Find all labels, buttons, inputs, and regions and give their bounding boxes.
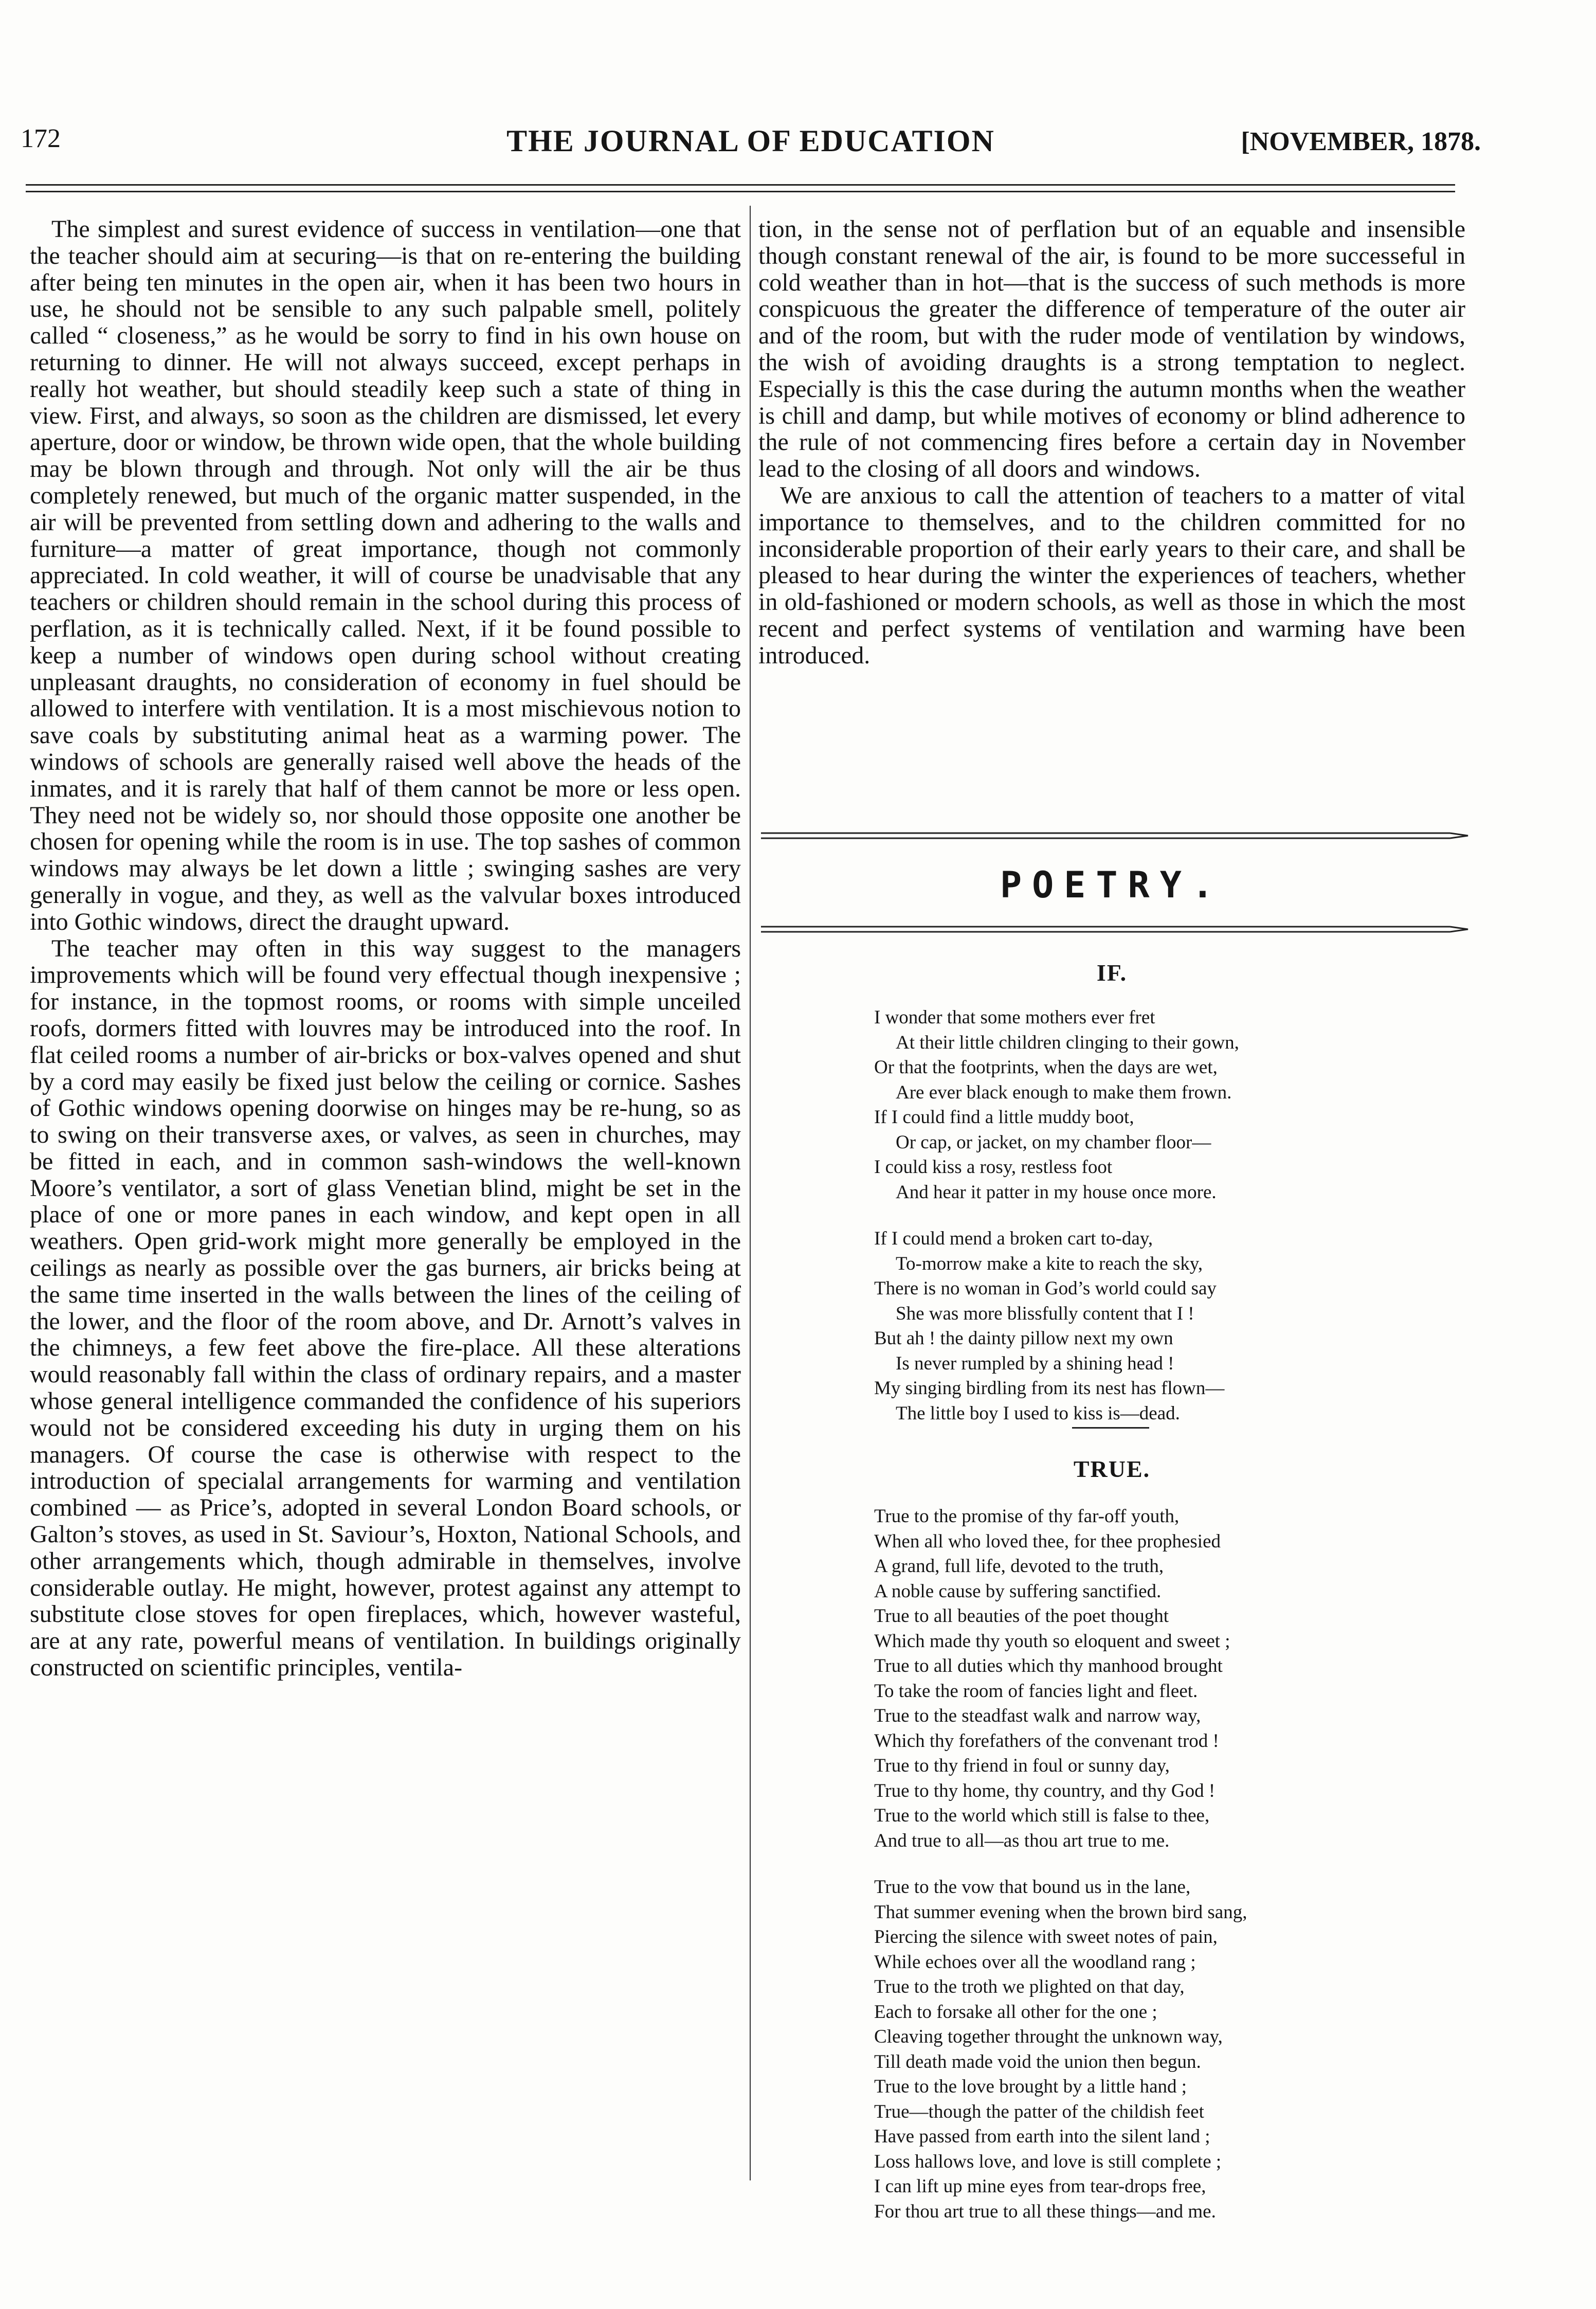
poem-line: But ah ! the dainty pillow next my own [874, 1328, 1173, 1349]
poem-line: A grand, full life, devoted to the truth, [874, 1556, 1164, 1577]
poem-line: I wonder that some mothers ever fret [874, 1007, 1155, 1028]
header-double-rule [26, 184, 1455, 192]
poem-true [874, 1504, 1414, 2224]
poem-line: And true to all—as thou art true to me. [874, 1830, 1170, 1851]
poem-line: I can lift up mine eyes from tear-drops free, [874, 2176, 1206, 2197]
article-right-column [758, 216, 1465, 669]
column-divider [750, 206, 751, 2180]
poem-line: That summer evening when the brown bird sang, [874, 1901, 1247, 1923]
poem-line: True to the vow that bound us in the lane, [874, 1877, 1191, 1898]
poem-line: Is never rumpled by a shining head ! [896, 1352, 1174, 1374]
poem-line: A noble cause by suffering sanctified. [874, 1580, 1162, 1602]
poetry-top-rule [761, 832, 1471, 839]
poem-line: While echoes over all the woodland rang ; [874, 1951, 1196, 1973]
poem-if [874, 1005, 1414, 1426]
article-paragraph: The simplest and surest evidence of success in ventilation—one that the teacher should aim at securing—is that on re-entering the building after being ten minutes in the open air, when it has been two hours in use, he should not be sensible to any such palpable smell, politely called “ closeness,” as he would be sorry to find in his own house on returning to dinner. He will not always succeed, except perhaps in really hot weather, but should steadily keep such a state of thing in view. First, and always, so soon as the children are dismissed, let every aperture, door or window, be thrown wide open, that the whole building may be blown through and through. Not only will the air be thus completely renewed, but much of the organic matter suspended, in the air will be prevented from settling down and adhering to the walls and furniture—a matter of great importance, though not commonly appreciated. In cold weather, it will of course be unadvisable that any teachers or children should remain in the school during this process of perflation, as it is technically called. Next, if it be found possible to keep a number of windows open during school without creating unpleasant draughts, no consideration of economy in fuel should be allowed to interfere with ventilation. It is a most mischievous notion to save coals by substituting animal heat as a warming power. The windows of schools are generally raised well above the heads of the inmates, and it is rarely that half of them cannot be more or less open. They need not be widely so, nor should those opposite one another be chosen for opening while the room is in use. The top sashes of common windows may always be let down a little ; swinging sashes are very generally in vogue, and they, as well as the valvular boxes introduced into Gothic windows, direct the draught upward. [30, 215, 741, 935]
journal-title: THE JOURNAL OF EDUCATION [506, 124, 995, 158]
poem-line: Which made thy youth so eloquent and sweet ; [874, 1630, 1230, 1652]
poem-line: True to thy friend in foul or sunny day, [874, 1755, 1170, 1776]
poem-line: True—though the patter of the childish feet [874, 2101, 1204, 2122]
poem-line: True to the promise of thy far-off youth, [874, 1506, 1180, 1527]
poem-line: Or that the footprints, when the days are wet, [874, 1057, 1218, 1078]
poem-line: True to thy home, thy country, and thy God ! [874, 1780, 1216, 1801]
poem-title: IF. [1096, 960, 1128, 986]
poem-line: Or cap, or jacket, on my chamber floor— [896, 1131, 1211, 1153]
poem-line: Are ever black enough to make them frown. [896, 1081, 1232, 1103]
article-paragraph: tion, in the sense not of perflation but of an equable and insensible though constant renewal of the air, is found to be more successeful in cold weather than in hot—that is the success of such methods is more conspicuous the greater the difference of temperature of the outer air and of the room, but with the ruder mode of ventilation by windows, the wish of avoiding draughts is a strong temptation to neglect. Especially is this the case during the autumn months when the weather is chill and damp, but while motives of economy or blind adherence to the rule of not commencing fires before a certain day in November lead to the closing of all doors and windows. [758, 215, 1465, 483]
poem-line: Each to forsake all other for the one ; [874, 2001, 1157, 2023]
page-number: 172 [21, 124, 61, 153]
poem-line: True to the troth we plighted on that day, [874, 1976, 1185, 1997]
article-left-column [30, 216, 741, 1681]
poem-line: True to the world which still is false to thee, [874, 1805, 1210, 1826]
article-paragraph: We are anxious to call the attention of teachers to a matter of vital importance to themselves, and to the children committed for no inconsiderable proportion of their early years to their care, and shall be pleased to hear during the winter the experiences of teachers, whether in old-fashioned or modern schools, as well as those in which the most recent and perfect systems of ventilation and warming have been introduced. [758, 481, 1465, 669]
poem-line: Loss hallows love, and love is still complete ; [874, 2151, 1222, 2172]
poem-line: For thou art true to all these things—and me. [874, 2200, 1216, 2222]
poem-line: True to the love brought by a little hand ; [874, 2076, 1187, 2097]
poem-line: When all who loved thee, for thee prophesied [874, 1530, 1221, 1552]
poem-line: Have passed from earth into the silent land ; [874, 2126, 1210, 2147]
poem-line: I could kiss a rosy, restless foot [874, 1157, 1113, 1178]
poem-line: If I could mend a broken cart to-day, [874, 1228, 1153, 1249]
poem-line: And hear it patter in my house once more. [896, 1181, 1217, 1203]
poem-line: My singing birdling from its nest has flown— [874, 1378, 1225, 1399]
poem-line: There is no woman in God’s world could say [874, 1278, 1217, 1299]
poem-line: To-morrow make a kite to reach the sky, [896, 1253, 1203, 1274]
poem-separator-rule [1072, 1427, 1149, 1429]
issue-date: [NOVEMBER, 1878. [1241, 127, 1481, 156]
article-paragraph: The teacher may often in this way suggest to the managers improvements which will be found very effectual though inexpensive ; for instance, in the topmost rooms, or rooms with simple unceiled roofs, dormers fitted with louvres may be introduced into the roof. In flat ceiled rooms a number of air-bricks or box-valves opened and shut by a cord may easily be fixed just below the ceiling or cornice. Sashes of Gothic windows opening doorwise on hinges may be re-hung, so as to swing on their transverse axes, or valves, as seen in churches, may be fitted in each, and in common sash-windows the well-known Moore’s ventilator, a sort of glass Venetian blind, might be set in the place of one or more panes in each window, and kept open in all weathers. Open grid-work might more generally be employed in the ceilings as nearly as possible over the gas burners, air bricks being at the same time inserted in the walls between the lines of the ceiling of the lower, and the floor of the room above, and Dr. Arnott’s valves in the chimneys, a few feet above the fire-place. All these alterations would reasonably fall within the class of ordinary repairs, and a master whose general intelligence commanded the confidence of his superiors would not be considered exceeding his duty in urging them on his managers. Of course the case is otherwise with respect to the introduction of specialal arrangements for warming and ventilation combined — as Price’s, adopted in several London Board schools, or Galton’s stoves, as used in St. Saviour’s, Hoxton, National Schools, and other arrangements which, though admirable in themselves, involve considerable outlay. He might, however, protest against any attempt to substitute close stoves for open fireplaces, which, however wasteful, are at any rate, powerful means of ventilation. In buildings originally constructed on scientific principles, ventila- [30, 934, 741, 1682]
poem-line: At their little children clinging to their gown, [896, 1032, 1239, 1053]
poem-line: Cleaving together throught the unknown way, [874, 2026, 1223, 2047]
poem-line: Till death made void the union then begun. [874, 2051, 1201, 2072]
poem-line: Piercing the silence with sweet notes of pain, [874, 1926, 1218, 1947]
page-header [21, 123, 1481, 165]
poem-line: To take the room of fancies light and fleet. [874, 1680, 1198, 1702]
poem-line: She was more blissfully content that I ! [896, 1303, 1194, 1324]
poem-line: If I could find a little muddy boot, [874, 1107, 1134, 1128]
poem-line: Which thy forefathers of the convenant trod ! [874, 1730, 1219, 1752]
poem-line: The little boy I used to kiss is—dead. [896, 1402, 1180, 1424]
poem-line: True to all beauties of the poet thought [874, 1606, 1169, 1627]
poem-line: True to all duties which thy manhood brought [874, 1655, 1223, 1676]
poem-title: TRUE. [1073, 1456, 1151, 1482]
poetry-section-title: POETRY. [1000, 864, 1224, 906]
poetry-bottom-rule [761, 926, 1471, 933]
poem-line: True to the steadfast walk and narrow way, [874, 1705, 1201, 1726]
